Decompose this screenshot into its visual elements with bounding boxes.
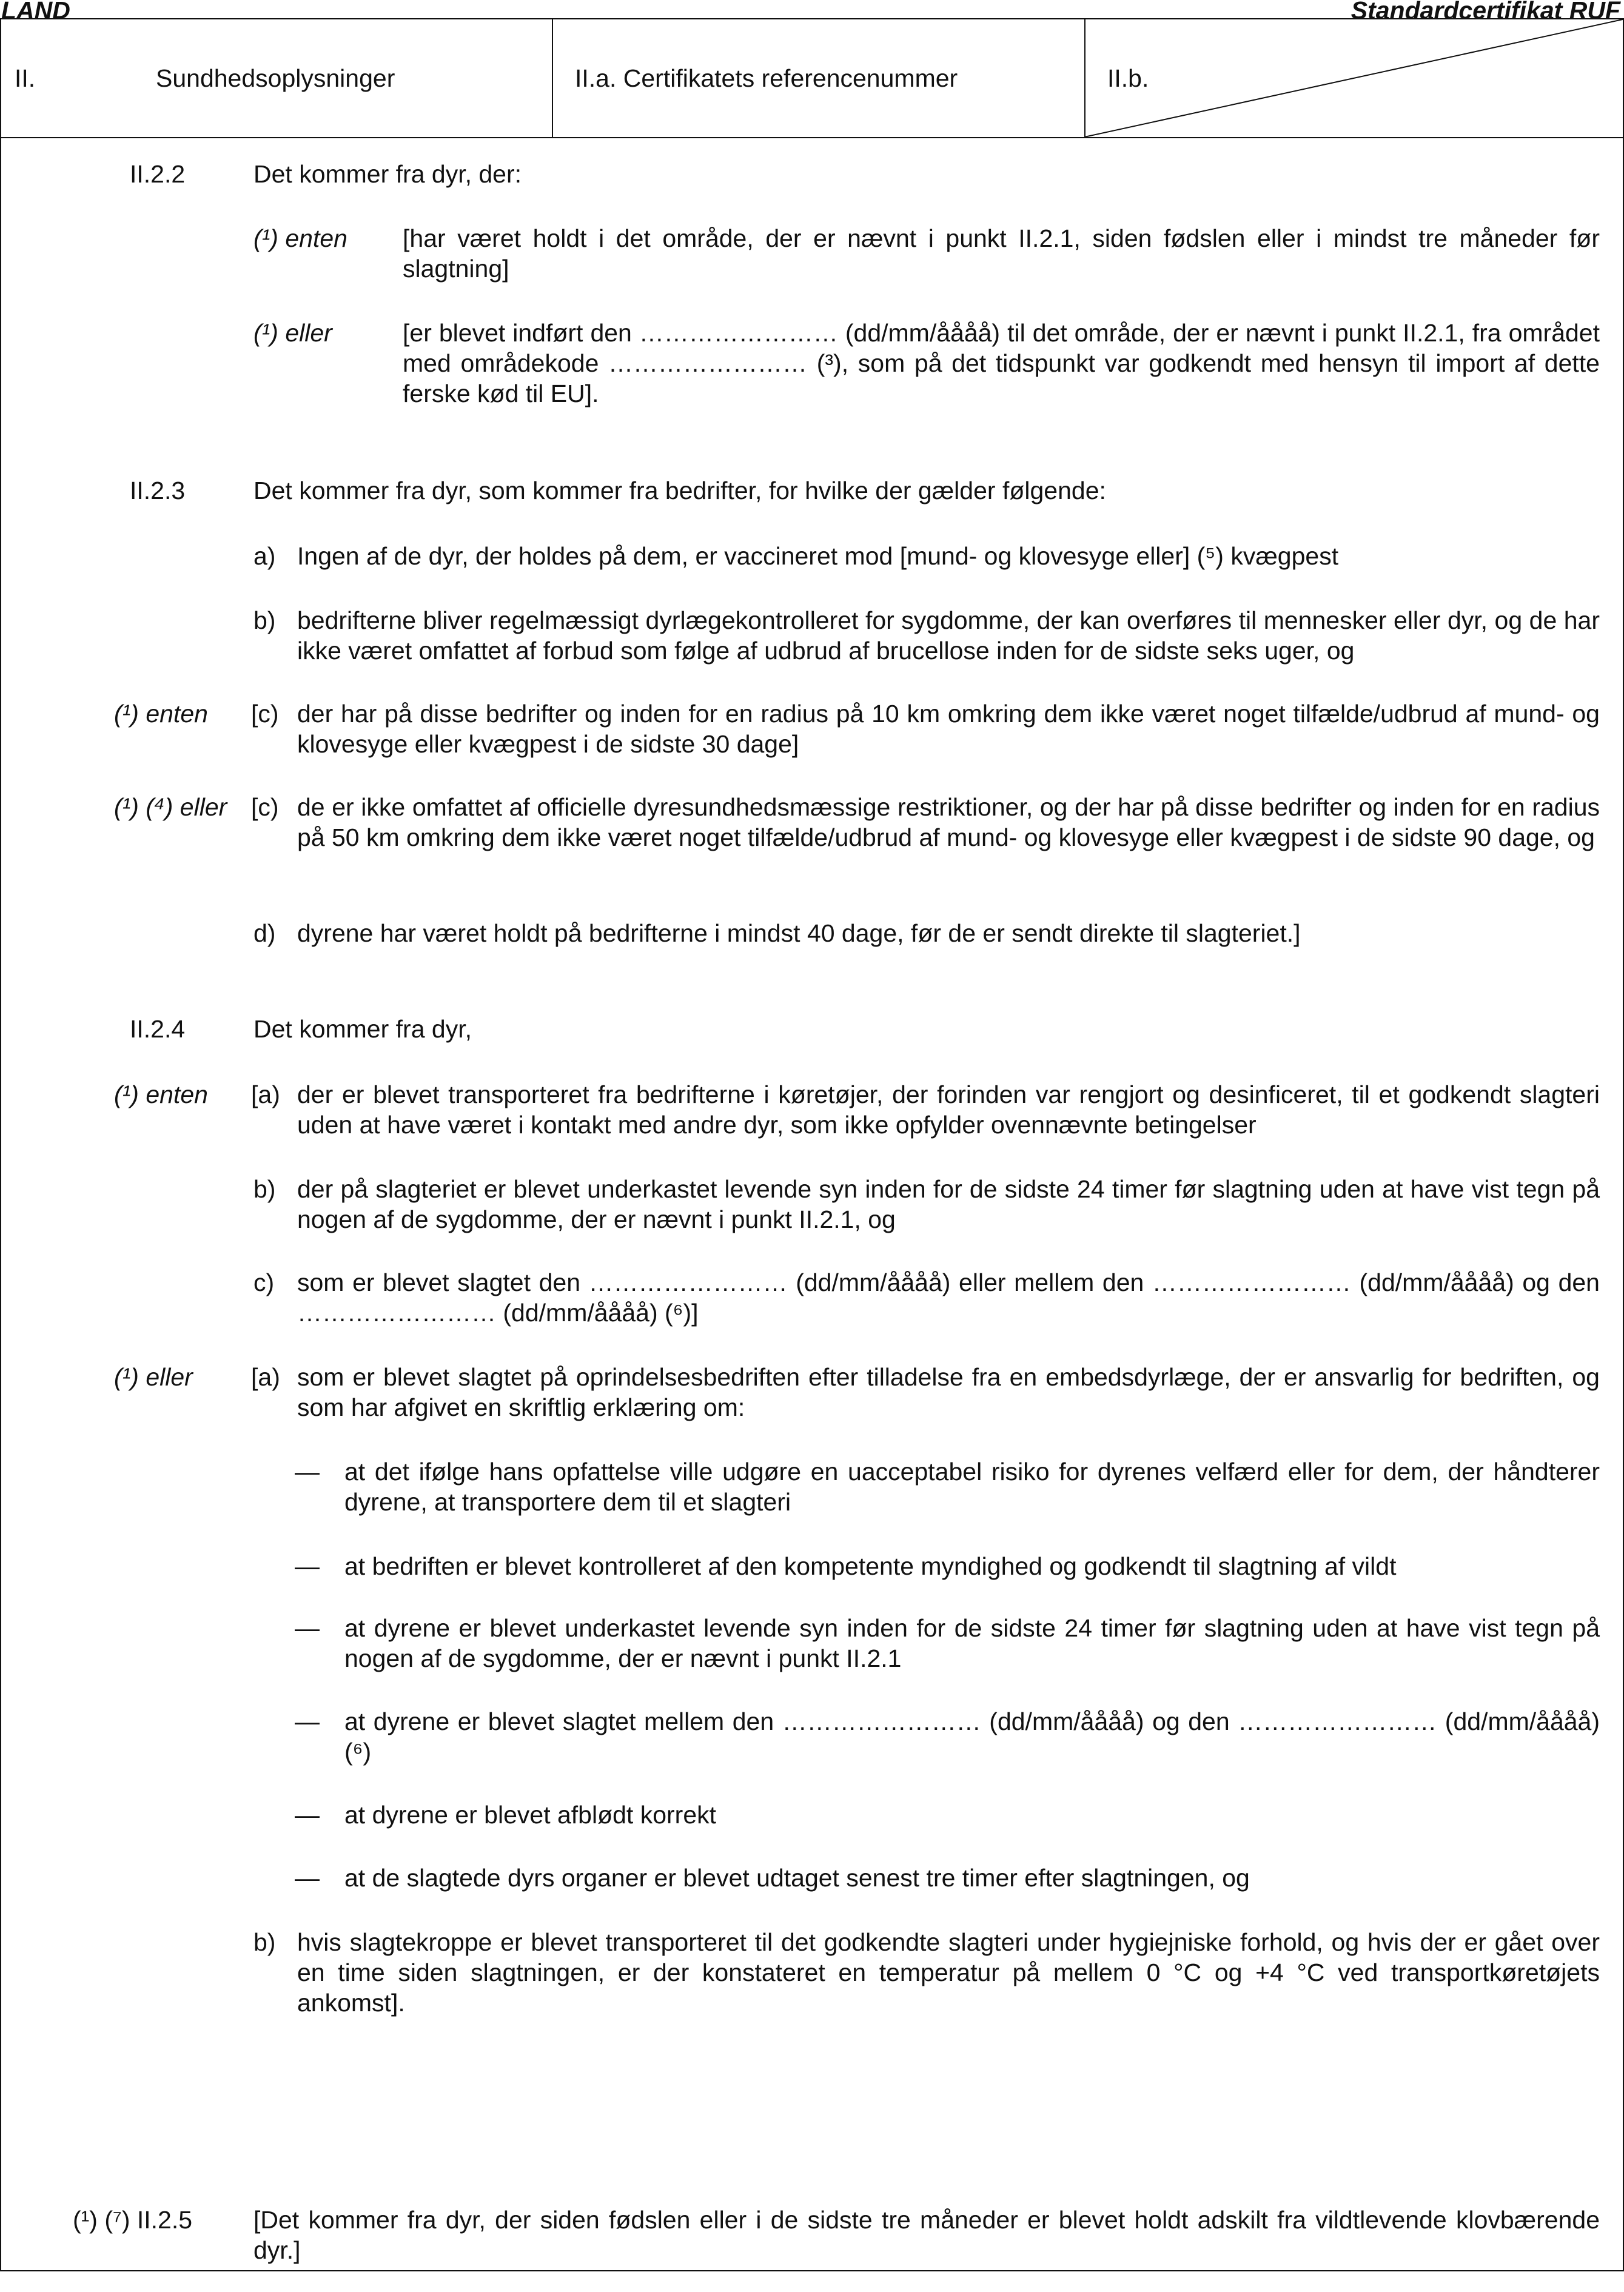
section-title: Sundhedsoplysninger (156, 64, 395, 92)
option-label: (¹) eller (114, 1363, 193, 1391)
item-text: Det kommer fra dyr, der: (253, 160, 522, 188)
item-number: II.2.3 (130, 477, 186, 504)
list-item: hvis slagtekroppe er blevet transporteret til det godkendte slagteri under hygiejniske forhold, og hvis der er gået over en time siden slagtningen, er der konstateret en temperatur på mellem 0 °C og +4 °C ved transportkøretøjets ankomst]. (297, 1928, 1600, 2017)
list-key: [a) (251, 1081, 280, 1108)
item-number: (¹) (⁷) II.2.5 (73, 2206, 193, 2234)
declaration-item: at det ifølge hans opfattelse ville udgøre en uacceptabel risiko for dyrenes velfærd eller for dem, der håndterer dyrene, at transportere dem til et slagteri (344, 1458, 1600, 1516)
list-key: [a) (251, 1363, 280, 1391)
diagonal-line (1084, 19, 1623, 137)
option-label: (¹) enten (253, 224, 347, 252)
list-key: b) (253, 606, 276, 634)
certificate-type-label: Standardcertifikat RUF (1351, 0, 1620, 24)
list-item: der på slagteriet er blevet underkastet levende syn inden for de sidste 24 timer før slagtning uden at have vist tegn på nogen af de sygdomme, der er nævnt i punkt II.2.1, og (297, 1175, 1600, 1233)
item-text: Det kommer fra dyr, (253, 1015, 472, 1043)
declaration-item: at dyrene er blevet slagtet mellem den …………………… (dd/mm/åååå) og den …………………… (dd/mm/åååå) (⁶) (344, 1707, 1600, 1766)
option-label: (¹) (⁴) eller (114, 793, 227, 821)
item-number: II.2.2 (130, 160, 186, 188)
item-number: II.2.4 (130, 1015, 186, 1043)
reference-number-cell (552, 19, 1085, 137)
declaration-item: at dyrene er blevet underkastet levende syn inden for de sidste 24 timer før slagtning uden at have vist tegn på nogen af de sygdomme, der er nævnt i punkt II.2.1 (344, 1614, 1600, 1672)
list-key: b) (253, 1175, 276, 1203)
option-label: (¹) enten (114, 700, 208, 728)
section-title-cell (1, 19, 553, 137)
list-item: bedrifterne bliver regelmæssigt dyrlægekontrolleret for sygdomme, der kan overføres til mennesker eller dyr, og de har ikke været omfattet af forbud som følge af udbrud af brucellose inden for de sidste seks uger, og (297, 606, 1600, 665)
list-item: der er blevet transporteret fra bedrifterne i køretøjer, der forinden var rengjort og desinficeret, til et godkendt slagteri uden at have været i kontakt med andre dyr, som ikke opfylder ovennævnte betingelser (297, 1081, 1600, 1139)
declaration-item: at de slagtede dyrs organer er blevet udtaget senest tre timer efter slagtningen, og (344, 1864, 1250, 1892)
list-item: Ingen af de dyr, der holdes på dem, er vaccineret mod [mund- og klovesyge eller] (⁵) kvægpest (297, 542, 1339, 570)
list-item: de er ikke omfattet af officielle dyresundhedsmæssige restriktioner, og der har på disse bedrifter og inden for en radius på 50 km omkring dem ikke været noget tilfælde/udbrud af mund- og klovesyge eller kvægpest i de sidste 90 dage, og (297, 793, 1600, 851)
list-item: der har på disse bedrifter og inden for en radius på 10 km omkring dem ikke været noget tilfælde/udbrud af mund- og klovesyge eller kvægpest i de sidste 30 dage] (297, 700, 1600, 758)
dash-bullet: — (295, 1707, 320, 1735)
option-text: [har været holdt i det område, der er nævnt i punkt II.2.1, siden fødslen eller i mindst tre måneder før slagtning] (403, 224, 1600, 283)
list-key: b) (253, 1928, 276, 1956)
item-text: [Det kommer fra dyr, der siden fødslen eller i de sidste tre måneder er blevet holdt adskilt fra vildtlevende klovbærende dyr.] (253, 2206, 1600, 2264)
list-item: som er blevet slagtet på oprindelsesbedriften efter tilladelse fra en embedsdyrlæge, der er ansvarlig for bedriften, og som har afgivet en skriftlig erklæring om: (297, 1363, 1600, 1421)
dash-bullet: — (295, 1552, 320, 1580)
option-label: (¹) eller (253, 319, 332, 347)
list-key: d) (253, 919, 276, 947)
declaration-item: at dyrene er blevet afblødt korrekt (344, 1801, 717, 1829)
list-key: [c) (251, 700, 279, 728)
item-text: Det kommer fra dyr, som kommer fra bedrifter, for hvilke der gælder følgende: (253, 477, 1106, 504)
certificate-frame (0, 18, 1624, 2271)
list-key: c) (253, 1268, 275, 1296)
country-label: LAND (1, 0, 70, 24)
iib-label: II.b. (1107, 64, 1149, 92)
iib-cell (1084, 19, 1623, 137)
dash-bullet: — (295, 1614, 320, 1642)
dash-bullet: — (295, 1864, 320, 1892)
dash-bullet: — (295, 1801, 320, 1829)
section-header (1, 19, 1623, 138)
option-label: (¹) enten (114, 1081, 208, 1108)
list-key: [c) (251, 793, 279, 821)
section-number: II. (15, 64, 36, 92)
declaration-item: at bedriften er blevet kontrolleret af den kompetente myndighed og godkendt til slagtning af vildt (344, 1552, 1397, 1580)
list-item: som er blevet slagtet den …………………… (dd/mm/åååå) eller mellem den …………………… (dd/mm/åååå) og den …………………… (dd/mm/åååå) (⁶)] (297, 1268, 1600, 1327)
dash-bullet: — (295, 1458, 320, 1486)
option-text: [er blevet indført den …………………… (dd/mm/åååå) til det område, der er nævnt i punkt II.2.1, fra området med områdekode …………………… (³), som på det tidspunkt var godkendt med hensyn til import af dette ferske kød til EU]. (403, 319, 1600, 407)
list-key: a) (253, 542, 276, 570)
list-item: dyrene har været holdt på bedrifterne i mindst 40 dage, før de er sendt direkte til slagteriet.] (297, 919, 1301, 947)
reference-number-label: II.a. Certifikatets referencenummer (575, 64, 958, 92)
